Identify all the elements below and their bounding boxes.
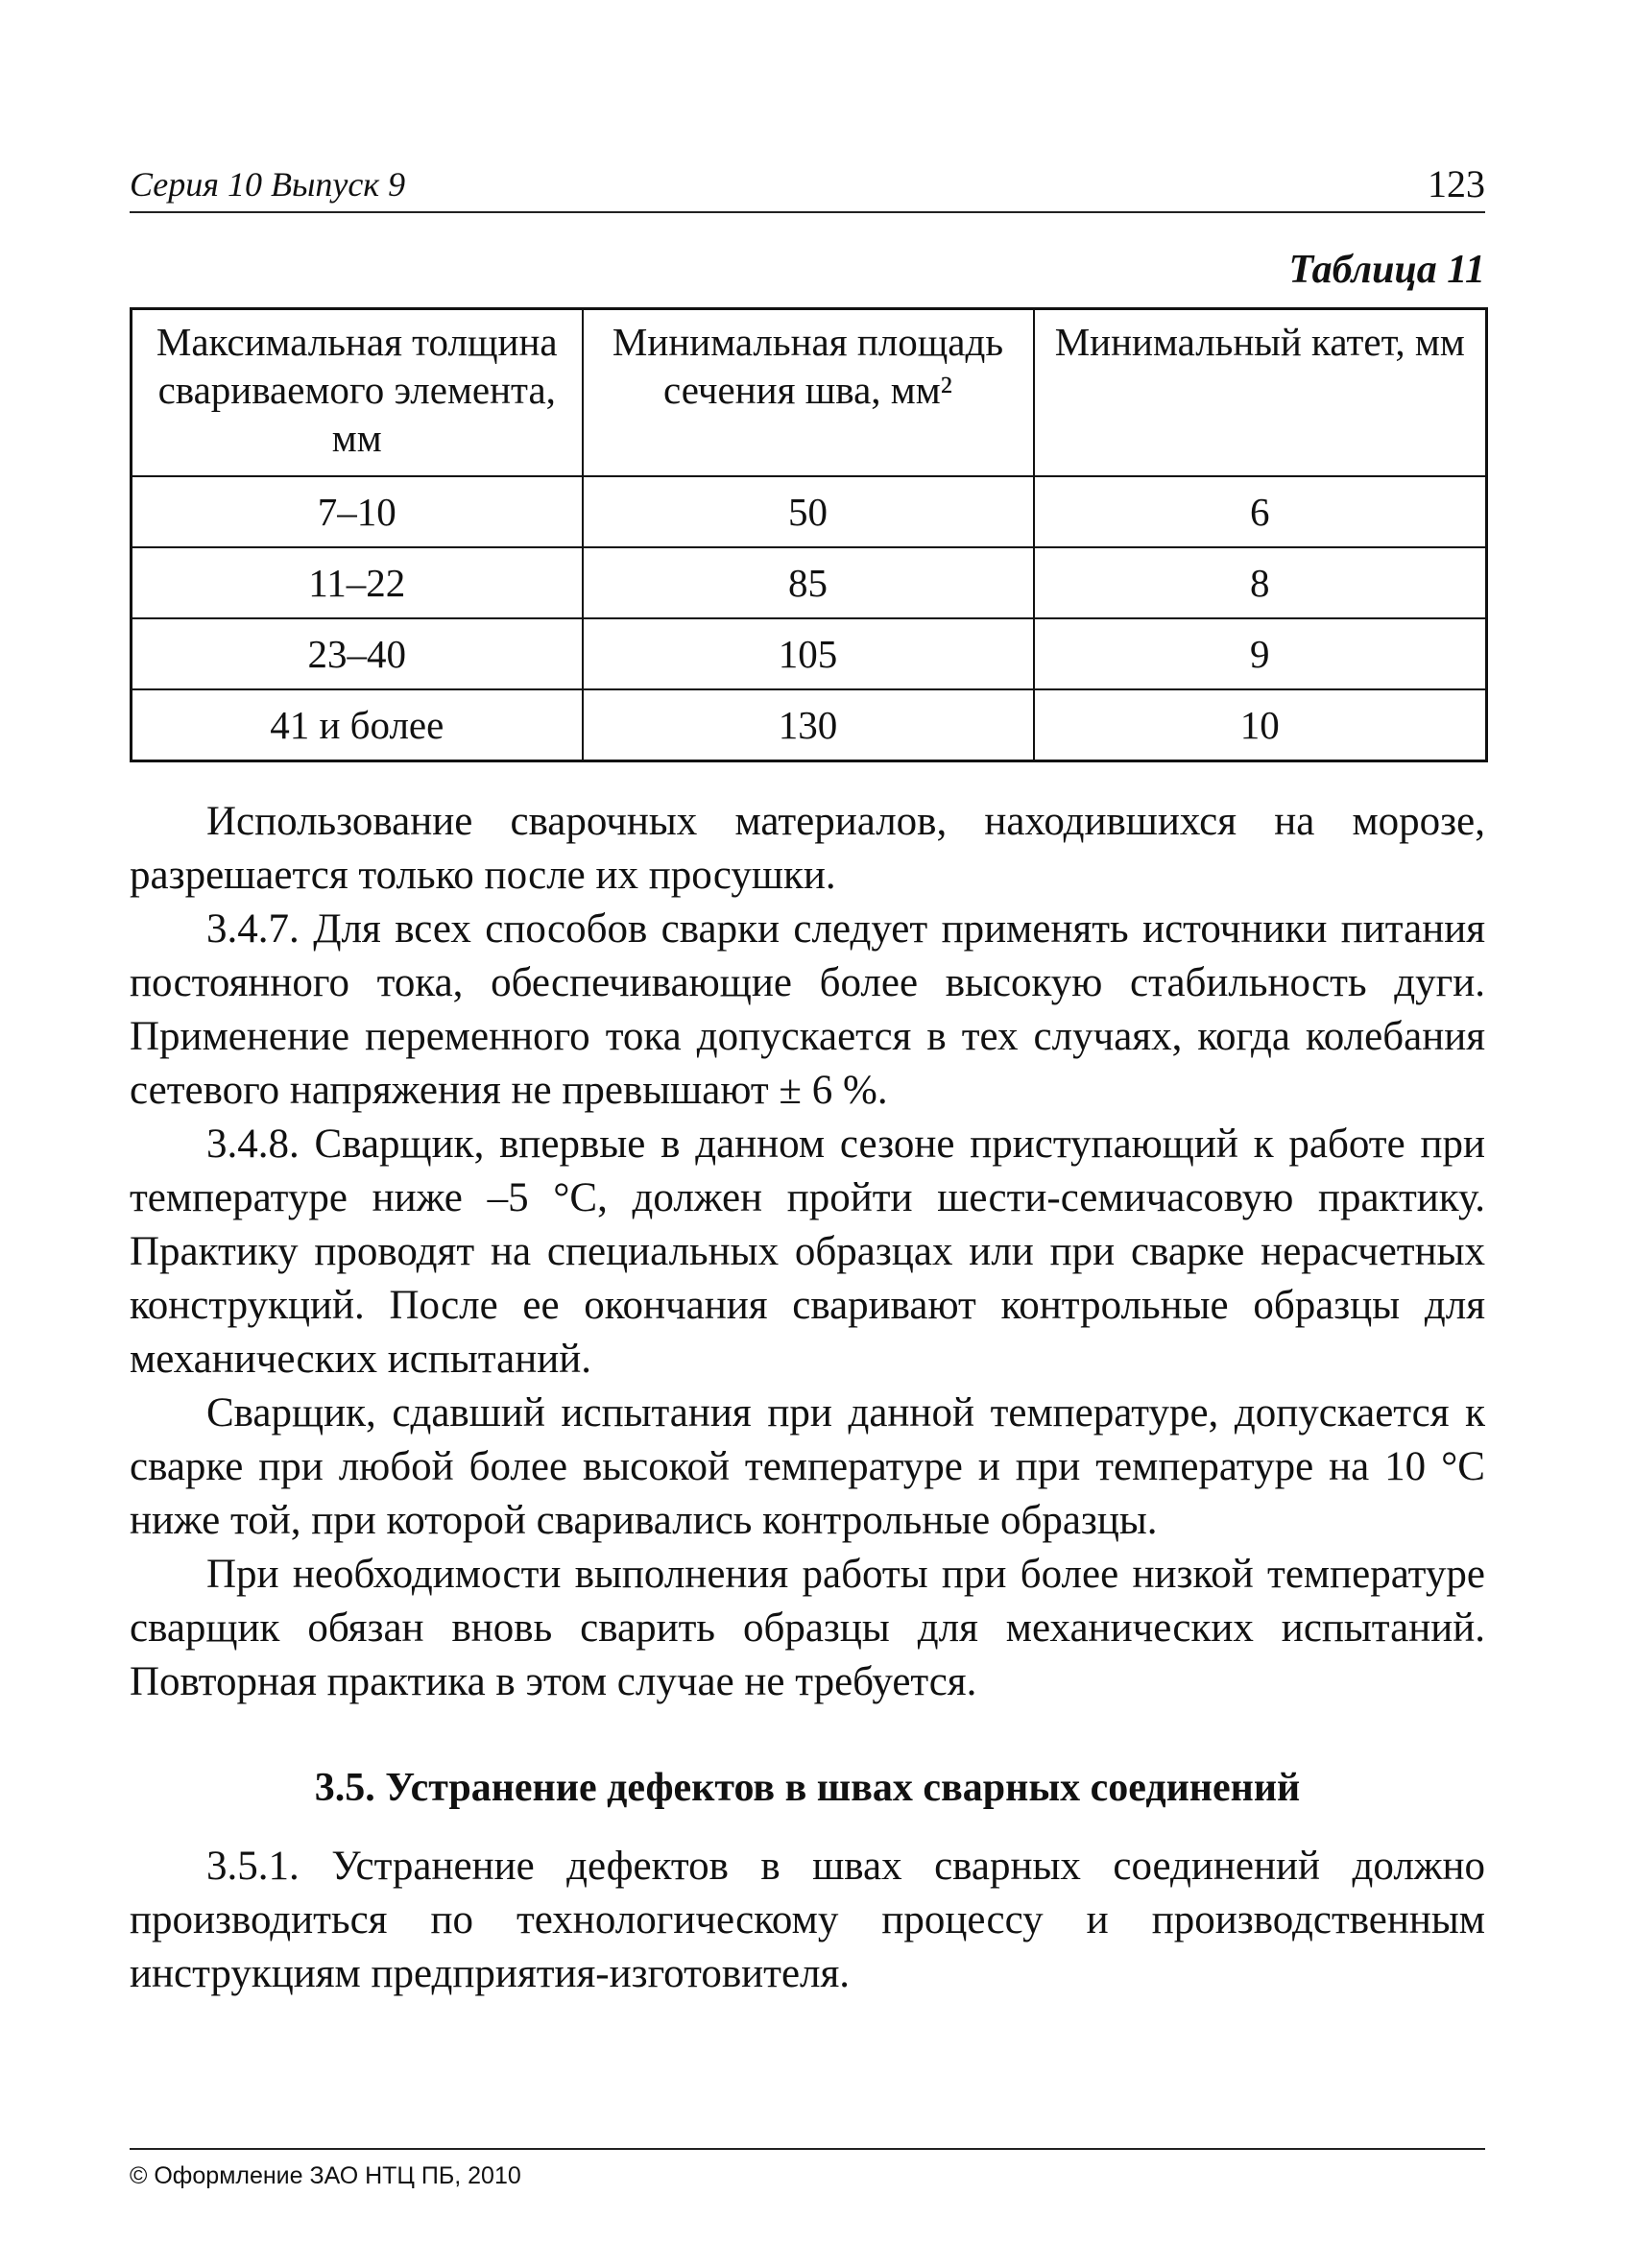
table-header-row bbox=[132, 309, 1487, 477]
table-label: Таблица 11 bbox=[1288, 248, 1485, 292]
table-cell: 41 и более bbox=[132, 689, 583, 761]
page-number: 123 bbox=[1428, 162, 1485, 205]
table-cell: 9 bbox=[1034, 618, 1487, 689]
table-cell: 23–40 bbox=[132, 618, 583, 689]
series-label: Серия 10 Выпуск 9 bbox=[130, 165, 406, 204]
section-body bbox=[130, 1840, 1485, 2001]
footer-divider bbox=[130, 2148, 1485, 2150]
paragraph-frozen-materials: Использование сварочных материалов, находившихся на морозе, разрешается только после их просушки. bbox=[130, 799, 1485, 898]
section-heading: 3.5. Устранение дефектов в швах сварных соединений bbox=[314, 1766, 1301, 1810]
running-header bbox=[130, 163, 1485, 213]
paragraph-welder-tested: Сварщик, сдавший испытания при данной температуре, допускается к сварке при любой более высокой температуре и при температуре на 10 °С ниже той, при которой сваривались контрольные образцы. bbox=[130, 1390, 1485, 1543]
paragraph-3-4-7: 3.4.7. Для всех способов сварки следует применять источники питания постоянного тока, обеспечивающие более высокую стабильность дуги. Применение переменного тока допускается в тех случаях, когда колебания сетевого напряжения не превышают ± 6 %. bbox=[130, 906, 1485, 1113]
column-header-area: Минимальная площадь сечения шва, мм² bbox=[583, 309, 1034, 477]
table-cell: 11–22 bbox=[132, 547, 583, 618]
table-cell: 50 bbox=[583, 476, 1034, 547]
table-cell: 7–10 bbox=[132, 476, 583, 547]
table-cell: 105 bbox=[583, 618, 1034, 689]
column-header-thickness: Максимальная толщина свариваемого элемента, мм bbox=[132, 309, 583, 477]
footer-copyright: © Оформление ЗАО НТЦ ПБ, 2010 bbox=[130, 2162, 521, 2189]
table-cell: 85 bbox=[583, 547, 1034, 618]
table-cell: 10 bbox=[1034, 689, 1487, 761]
document-page bbox=[130, 163, 1485, 2001]
table-cell: 130 bbox=[583, 689, 1034, 761]
table-row bbox=[132, 476, 1487, 547]
table-row bbox=[132, 547, 1487, 618]
paragraph-3-5-1: 3.5.1. Устранение дефектов в швах сварных соединений должно производиться по технологическому процессу и производственным инструкциям предприятия-изготовителя. bbox=[130, 1844, 1485, 1996]
data-table bbox=[130, 307, 1488, 762]
body-text bbox=[130, 795, 1485, 1709]
table-row bbox=[132, 618, 1487, 689]
table-row bbox=[132, 689, 1487, 761]
column-header-leg: Минимальный катет, мм bbox=[1034, 309, 1487, 477]
paragraph-lower-temperature: При необходимости выполнения работы при более низкой температуре сварщик обязан вновь сварить образцы для механических испытаний. Повторная практика в этом случае не требуется. bbox=[130, 1552, 1485, 1704]
paragraph-3-4-8: 3.4.8. Сварщик, впервые в данном сезоне приступающий к работе при температуре ниже –5 °С, должен пройти шести-семичасовую практику. Практику проводят на специальных образцах или при сварке нерасчетных конструкций. После ее окончания сваривают контрольные образцы для механических испытаний. bbox=[130, 1122, 1485, 1382]
table-cell: 8 bbox=[1034, 547, 1487, 618]
table-cell: 6 bbox=[1034, 476, 1487, 547]
